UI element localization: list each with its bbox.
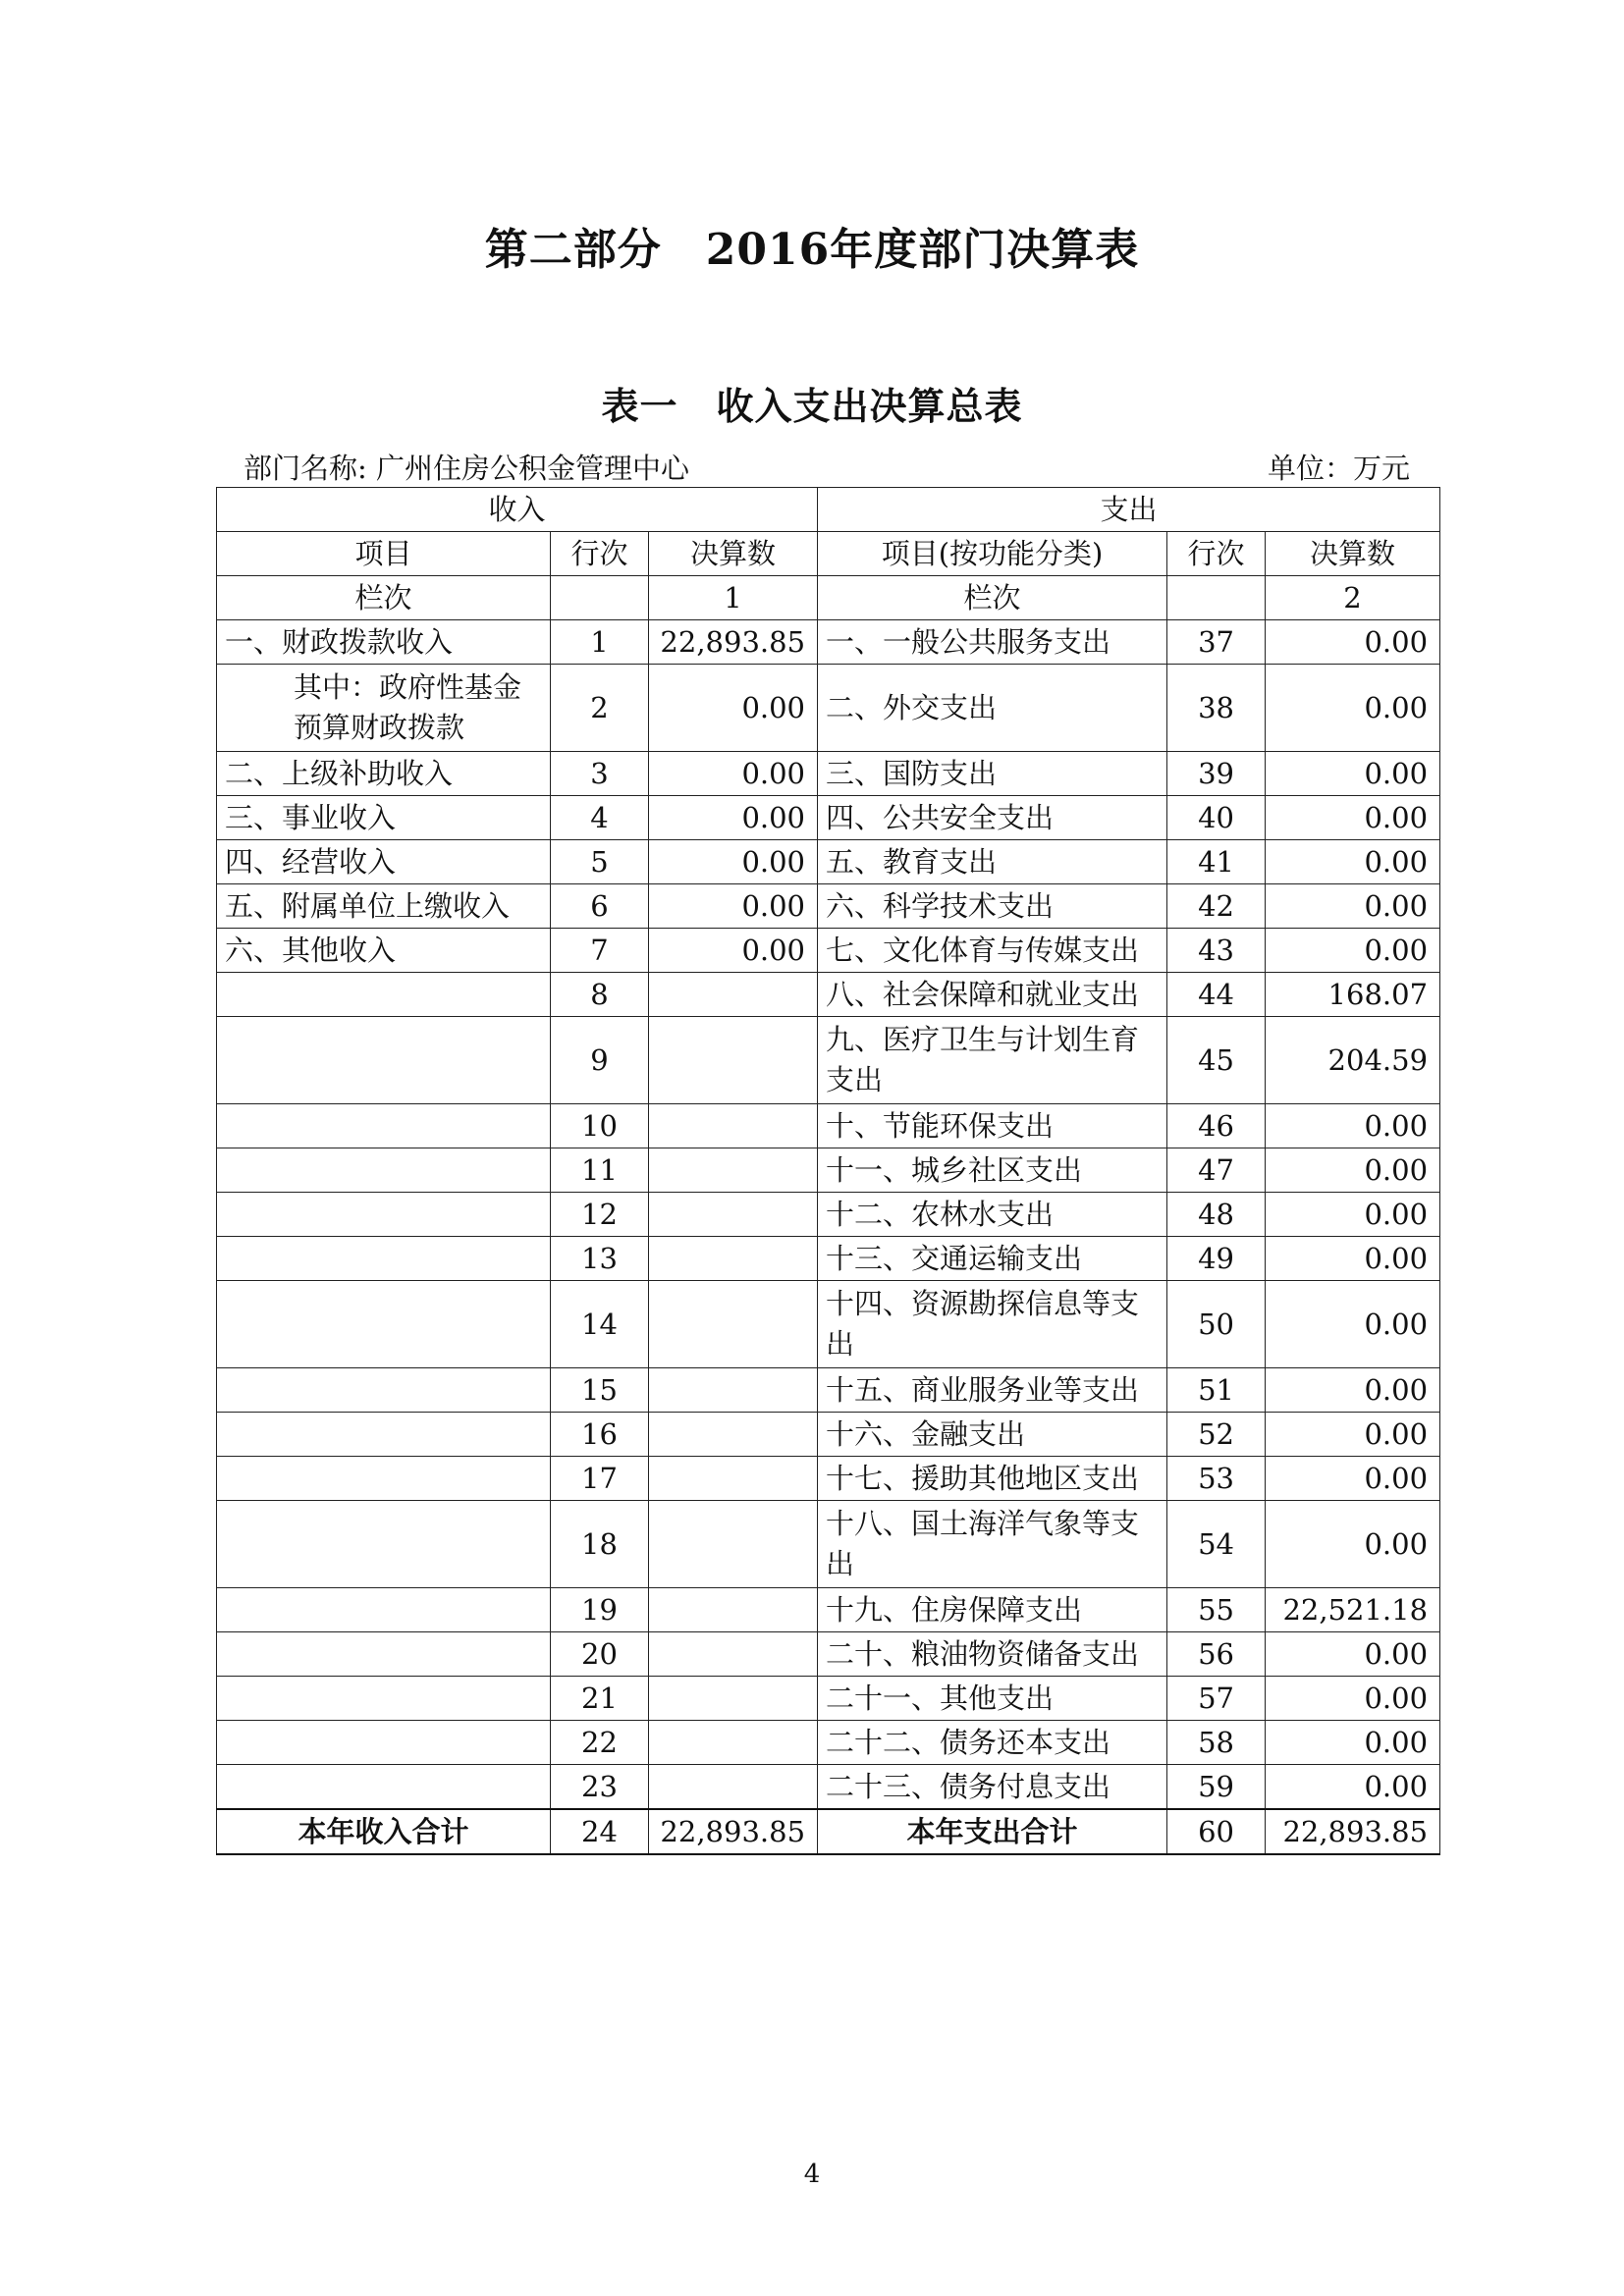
income-amount: [649, 1457, 818, 1501]
table-row: [217, 1148, 1440, 1193]
expense-amount: 0.00: [1266, 1104, 1440, 1148]
part-title: 第二部分 2016年度部门决算表: [484, 225, 1140, 275]
income-header: 收入: [217, 488, 818, 532]
income-row-no: 3: [551, 752, 649, 796]
table-row: [217, 1632, 1440, 1677]
expense-item: 十四、资源勘探信息等支出: [818, 1281, 1167, 1368]
expense-amount: 22,521.18: [1266, 1588, 1440, 1632]
table-row: [217, 1281, 1440, 1368]
income-amount: [649, 1677, 818, 1721]
expense-row-no: 52: [1167, 1413, 1266, 1457]
income-total-amount: 22,893.85: [649, 1809, 818, 1854]
expense-total-label: 本年支出合计: [818, 1809, 1167, 1854]
income-item: [217, 1193, 551, 1237]
income-item: [217, 1721, 551, 1765]
table-row: [217, 752, 1440, 796]
income-amount: [649, 1017, 818, 1104]
col-header-item-func: 项目(按功能分类): [818, 532, 1167, 576]
lanci-empty: [551, 576, 649, 620]
expense-amount: 0.00: [1266, 1368, 1440, 1413]
expense-row-no: 58: [1167, 1721, 1266, 1765]
income-amount: 22,893.85: [649, 620, 818, 665]
expense-item: 二十、粮油物资储备支出: [818, 1632, 1167, 1677]
income-item: [217, 1413, 551, 1457]
table-row: [217, 1017, 1440, 1104]
expense-total-amount: 22,893.85: [1266, 1809, 1440, 1854]
expense-item: 二、外交支出: [818, 665, 1167, 752]
expense-row-no: 53: [1167, 1457, 1266, 1501]
expense-item: 十八、国土海洋气象等支出: [818, 1501, 1167, 1588]
income-item: [217, 1148, 551, 1193]
income-row-no: 9: [551, 1017, 649, 1104]
income-amount: [649, 1104, 818, 1148]
income-amount: [649, 1281, 818, 1368]
income-item: [217, 1677, 551, 1721]
income-amount: [649, 1368, 818, 1413]
expense-amount: 0.00: [1266, 1413, 1440, 1457]
income-amount: [649, 1148, 818, 1193]
expense-row-no: 37: [1167, 620, 1266, 665]
income-amount: [649, 1501, 818, 1588]
income-amount: [649, 1237, 818, 1281]
page-number: 4: [803, 2160, 821, 2189]
department-name: 部门名称: 广州住房公积金管理中心: [244, 452, 689, 485]
col-header-row-no-2: 行次: [1167, 532, 1266, 576]
income-row-no: 6: [551, 884, 649, 929]
expense-amount: 0.00: [1266, 620, 1440, 665]
expense-row-no: 40: [1167, 796, 1266, 840]
income-row-no: 11: [551, 1148, 649, 1193]
income-row-no: 7: [551, 929, 649, 973]
section-header-row: [217, 488, 1440, 532]
expense-row-no: 57: [1167, 1677, 1266, 1721]
income-amount: 0.00: [649, 840, 818, 884]
income-row-no: 1: [551, 620, 649, 665]
income-row-no: 23: [551, 1765, 649, 1810]
expense-item: 二十三、债务付息支出: [818, 1765, 1167, 1810]
table-row: [217, 840, 1440, 884]
income-amount: [649, 1588, 818, 1632]
expense-item: 三、国防支出: [818, 752, 1167, 796]
income-row-no: 19: [551, 1588, 649, 1632]
expense-item: 十五、商业服务业等支出: [818, 1368, 1167, 1413]
expense-amount: 0.00: [1266, 1501, 1440, 1588]
col-header-amount: 决算数: [649, 532, 818, 576]
lanci-1: 1: [649, 576, 818, 620]
expense-amount: 0.00: [1266, 840, 1440, 884]
income-amount: [649, 1413, 818, 1457]
lanci-2: 2: [1266, 576, 1440, 620]
income-amount: [649, 973, 818, 1017]
table-row: [217, 884, 1440, 929]
table-row: [217, 973, 1440, 1017]
income-item: [217, 1017, 551, 1104]
expense-header: 支出: [818, 488, 1440, 532]
expense-amount: 0.00: [1266, 1765, 1440, 1810]
income-item: [217, 1237, 551, 1281]
expense-amount: 0.00: [1266, 796, 1440, 840]
expense-row-no: 42: [1167, 884, 1266, 929]
col-header-row-no: 行次: [551, 532, 649, 576]
table-row: [217, 1104, 1440, 1148]
expense-item: 十、节能环保支出: [818, 1104, 1167, 1148]
table-row: [217, 1413, 1440, 1457]
income-amount: 0.00: [649, 796, 818, 840]
table-row: [217, 1588, 1440, 1632]
income-row-no: 16: [551, 1413, 649, 1457]
table-row: [217, 1765, 1440, 1810]
expense-item: 四、公共安全支出: [818, 796, 1167, 840]
income-item: [217, 1281, 551, 1368]
expense-row-no: 44: [1167, 973, 1266, 1017]
income-row-no: 22: [551, 1721, 649, 1765]
expense-item: 七、文化体育与传媒支出: [818, 929, 1167, 973]
col-header-amount-2: 决算数: [1266, 532, 1440, 576]
income-amount: 0.00: [649, 665, 818, 752]
income-amount: 0.00: [649, 752, 818, 796]
income-item: 一、财政拨款收入: [217, 620, 551, 665]
expense-amount: 0.00: [1266, 884, 1440, 929]
expense-item: 十六、金融支出: [818, 1413, 1167, 1457]
income-amount: [649, 1193, 818, 1237]
expense-row-no: 51: [1167, 1368, 1266, 1413]
income-item: [217, 1765, 551, 1810]
income-row-no: 4: [551, 796, 649, 840]
income-amount: [649, 1632, 818, 1677]
income-amount: [649, 1721, 818, 1765]
income-amount: [649, 1765, 818, 1810]
expense-row-no: 46: [1167, 1104, 1266, 1148]
lanci-label-2: 栏次: [818, 576, 1167, 620]
expense-row-no: 45: [1167, 1017, 1266, 1104]
lanci-label: 栏次: [217, 576, 551, 620]
table-row: [217, 665, 1440, 752]
expense-row-no: 41: [1167, 840, 1266, 884]
expense-row-no: 38: [1167, 665, 1266, 752]
expense-amount: 0.00: [1266, 1457, 1440, 1501]
expense-total-row-no: 60: [1167, 1809, 1266, 1854]
expense-item: 十九、住房保障支出: [818, 1588, 1167, 1632]
expense-item: 一、一般公共服务支出: [818, 620, 1167, 665]
expense-row-no: 48: [1167, 1193, 1266, 1237]
table-row: [217, 1457, 1440, 1501]
expense-amount: 0.00: [1266, 1721, 1440, 1765]
income-item: [217, 973, 551, 1017]
income-row-no: 12: [551, 1193, 649, 1237]
table-row: [217, 1501, 1440, 1588]
unit-label: 单位：万元: [1267, 452, 1410, 485]
expense-row-no: 43: [1167, 929, 1266, 973]
expense-row-no: 55: [1167, 1588, 1266, 1632]
expense-item: 十三、交通运输支出: [818, 1237, 1167, 1281]
expense-item: 二十二、债务还本支出: [818, 1721, 1167, 1765]
column-header-row: [217, 532, 1440, 576]
expense-item: 九、医疗卫生与计划生育支出: [818, 1017, 1167, 1104]
expense-amount: 0.00: [1266, 665, 1440, 752]
income-item: [217, 1588, 551, 1632]
table-row: [217, 1721, 1440, 1765]
expense-row-no: 56: [1167, 1632, 1266, 1677]
expense-amount: 0.00: [1266, 1281, 1440, 1368]
income-row-no: 20: [551, 1632, 649, 1677]
expense-row-no: 39: [1167, 752, 1266, 796]
table-row: [217, 1677, 1440, 1721]
expense-item: 十七、援助其他地区支出: [818, 1457, 1167, 1501]
expense-item: 十一、城乡社区支出: [818, 1148, 1167, 1193]
income-item: 六、其他收入: [217, 929, 551, 973]
income-row-no: 5: [551, 840, 649, 884]
expense-item: 八、社会保障和就业支出: [818, 973, 1167, 1017]
table-title: 表一 收入支出决算总表: [601, 384, 1023, 428]
income-amount: 0.00: [649, 929, 818, 973]
income-expense-table: [216, 487, 1440, 1855]
income-item: [217, 1632, 551, 1677]
lanci-empty-2: [1167, 576, 1266, 620]
income-item: [217, 1457, 551, 1501]
expense-row-no: 47: [1167, 1148, 1266, 1193]
table-row: [217, 1237, 1440, 1281]
expense-row-no: 50: [1167, 1281, 1266, 1368]
expense-amount: 0.00: [1266, 929, 1440, 973]
income-item: [217, 1368, 551, 1413]
income-amount: 0.00: [649, 884, 818, 929]
expense-amount: 0.00: [1266, 1632, 1440, 1677]
table-meta: [244, 447, 1410, 487]
expense-row-no: 59: [1167, 1765, 1266, 1810]
expense-item: 五、教育支出: [818, 840, 1167, 884]
column-index-row: [217, 576, 1440, 620]
expense-amount: 0.00: [1266, 752, 1440, 796]
income-item: 四、经营收入: [217, 840, 551, 884]
expense-amount: 0.00: [1266, 1677, 1440, 1721]
income-item: 三、事业收入: [217, 796, 551, 840]
income-item: 其中：政府性基金预算财政拨款: [217, 665, 551, 752]
income-row-no: 15: [551, 1368, 649, 1413]
income-row-no: 2: [551, 665, 649, 752]
total-row: [217, 1809, 1440, 1854]
expense-amount: 0.00: [1266, 1237, 1440, 1281]
income-row-no: 18: [551, 1501, 649, 1588]
income-item: [217, 1104, 551, 1148]
table-row: [217, 1368, 1440, 1413]
expense-amount: 168.07: [1266, 973, 1440, 1017]
col-header-item: 项目: [217, 532, 551, 576]
expense-amount: 0.00: [1266, 1193, 1440, 1237]
income-row-no: 10: [551, 1104, 649, 1148]
income-item: [217, 1501, 551, 1588]
expense-row-no: 49: [1167, 1237, 1266, 1281]
expense-amount: 0.00: [1266, 1148, 1440, 1193]
expense-row-no: 54: [1167, 1501, 1266, 1588]
table-row: [217, 1193, 1440, 1237]
table-row: [217, 796, 1440, 840]
expense-item: 六、科学技术支出: [818, 884, 1167, 929]
income-row-no: 17: [551, 1457, 649, 1501]
expense-item: 十二、农林水支出: [818, 1193, 1167, 1237]
table-row: [217, 929, 1440, 973]
income-item: 五、附属单位上缴收入: [217, 884, 551, 929]
income-row-no: 21: [551, 1677, 649, 1721]
income-row-no: 13: [551, 1237, 649, 1281]
expense-amount: 204.59: [1266, 1017, 1440, 1104]
table-row: [217, 620, 1440, 665]
expense-item: 二十一、其他支出: [818, 1677, 1167, 1721]
income-item: 二、上级补助收入: [217, 752, 551, 796]
income-total-row-no: 24: [551, 1809, 649, 1854]
income-row-no: 14: [551, 1281, 649, 1368]
income-total-label: 本年收入合计: [217, 1809, 551, 1854]
income-row-no: 8: [551, 973, 649, 1017]
